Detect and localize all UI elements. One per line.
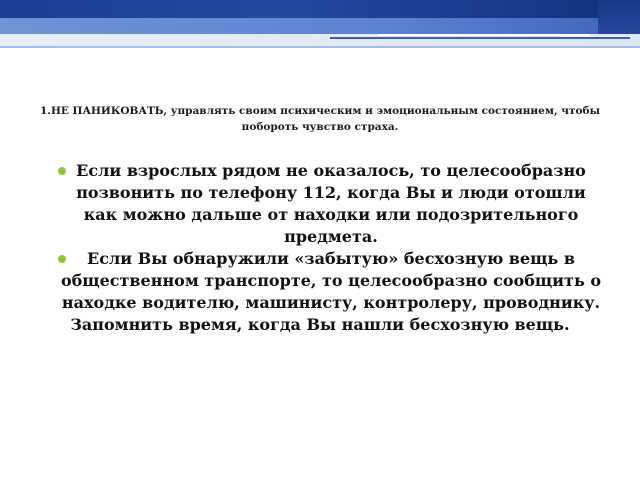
header-decoration (0, 0, 640, 48)
bullet-text: Если Вы обнаружили «забытую» бесхозную вещь в общественном транспорте, то целесообразно сообщить о находке водителю, машинисту, контролеру, проводнику. (60, 249, 602, 312)
list-item (38, 248, 602, 314)
header-corner-block (598, 0, 640, 34)
slide-content (38, 160, 602, 336)
list-item (38, 160, 602, 248)
bullet-dot-icon (58, 255, 66, 263)
header-bottom-line (0, 46, 640, 48)
slide-heading: 1.НЕ ПАНИКОВАТЬ, управлять своим психическим и эмоциональным состоянием, чтобы побороть чувство страха. (39, 105, 601, 133)
bullet-list (38, 160, 602, 314)
bullet-text: Если взрослых рядом не оказалось, то целесообразно позвонить по телефону 112, когда Вы и люди отошли как можно дальше от находки или подозрительного предмета. (76, 161, 586, 246)
header-accent-line (330, 37, 630, 39)
header-accent-line (378, 34, 590, 36)
header-mid-stripe (0, 18, 640, 34)
bullet-dot-icon (58, 167, 66, 175)
header-dark-stripe (0, 0, 640, 18)
closing-text: Запомнить время, когда Вы нашли бесхозную вещь. (70, 315, 570, 334)
